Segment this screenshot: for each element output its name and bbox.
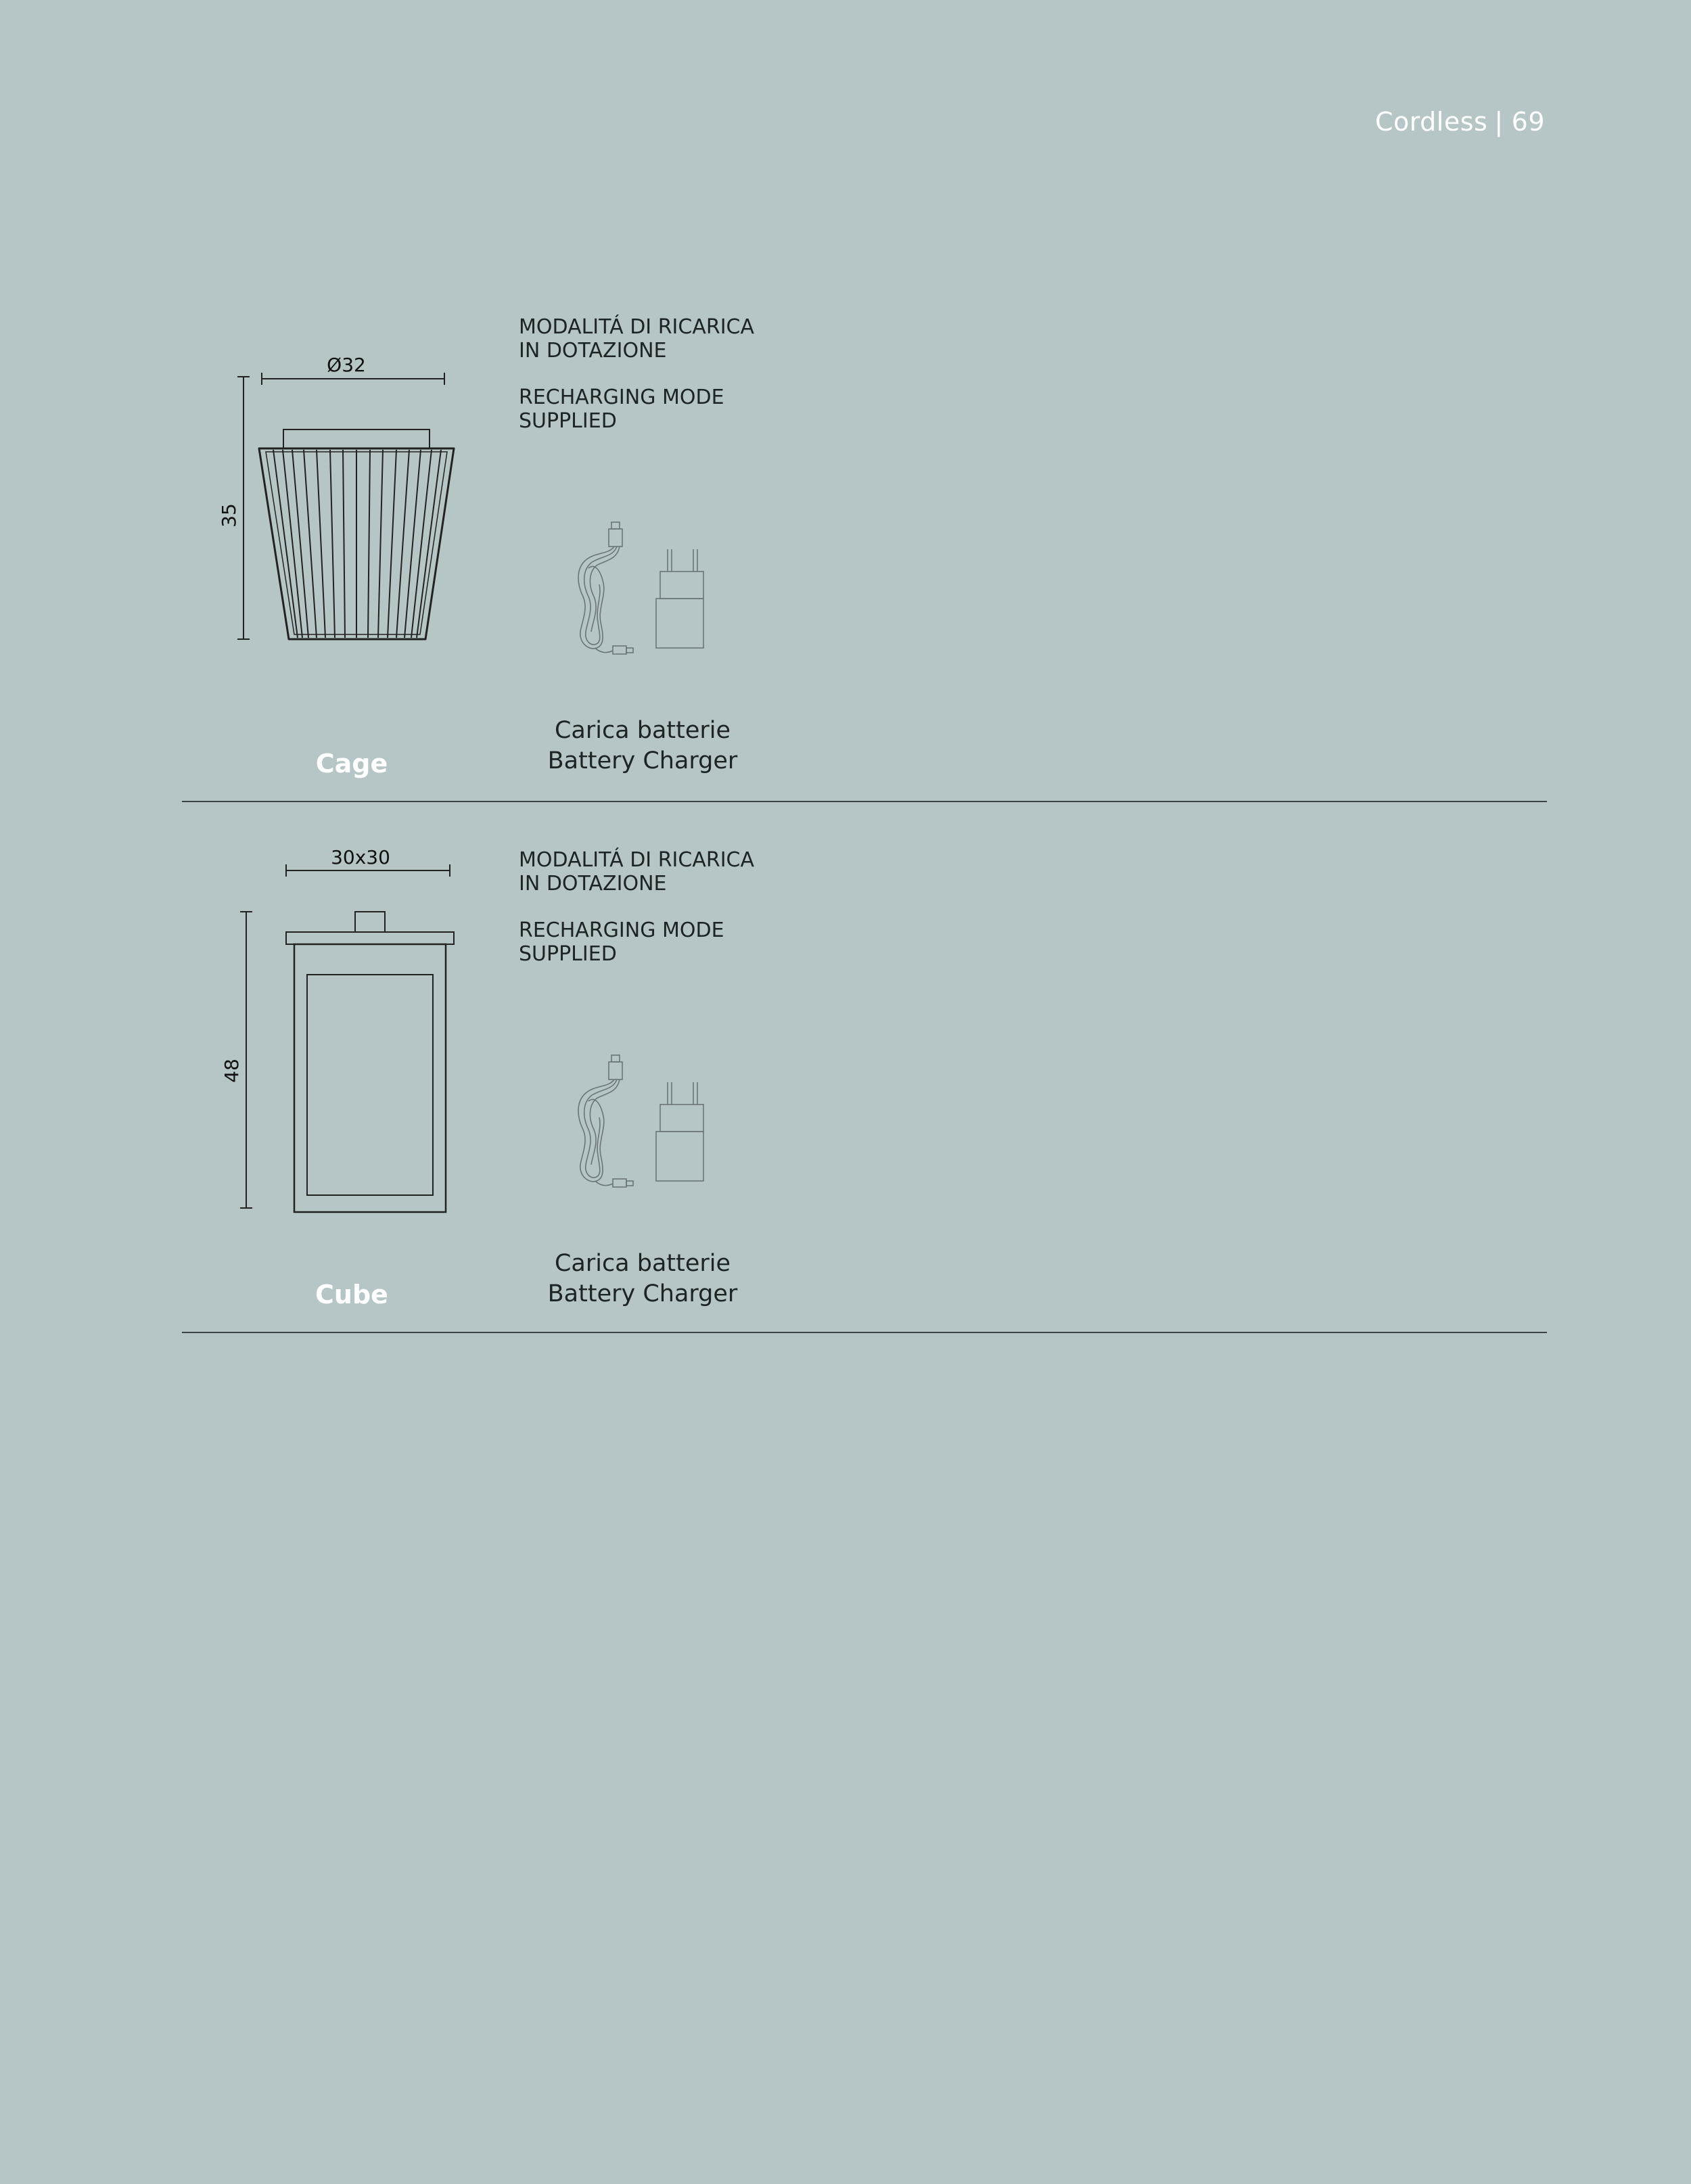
section-divider xyxy=(182,1332,1547,1333)
cube-handle xyxy=(355,912,385,932)
cage-product-name: Cage xyxy=(315,749,388,779)
mode-it-line2: IN DOTAZIONE xyxy=(519,872,667,896)
mode-en-line1: RECHARGING MODE xyxy=(519,386,724,409)
section-title: Cordless xyxy=(1374,107,1488,137)
header-separator: | xyxy=(1494,107,1504,137)
mode-en-line2: SUPPLIED xyxy=(519,409,617,433)
cube-lid xyxy=(286,932,454,944)
cage-charger-caption xyxy=(528,716,758,776)
cube-recharging-mode xyxy=(519,848,754,966)
cage-charger-icon xyxy=(568,521,724,663)
caption-it: Carica batterie xyxy=(554,1250,731,1277)
mode-it-line2: IN DOTAZIONE xyxy=(519,339,667,363)
cage-recharging-mode xyxy=(519,315,754,433)
cube-charger-caption xyxy=(528,1249,758,1309)
mode-en-line1: RECHARGING MODE xyxy=(519,919,724,942)
page-header xyxy=(1375,107,1545,137)
cube-height-label: 48 xyxy=(221,1059,243,1083)
mode-en-line2: SUPPLIED xyxy=(519,942,617,966)
page-number: 69 xyxy=(1511,107,1545,137)
cube-charger-icon xyxy=(568,1054,724,1196)
mode-it-line1: MODALITÁ DI RICARICA xyxy=(519,315,755,339)
cube-body xyxy=(294,944,446,1212)
cube-width-label: 30x30 xyxy=(331,846,390,868)
caption-it: Carica batterie xyxy=(554,717,731,744)
cube-drawing xyxy=(0,0,541,1285)
cube-product-name: Cube xyxy=(315,1280,388,1309)
cage-height-label: 35 xyxy=(218,503,240,528)
caption-en: Battery Charger xyxy=(547,1280,738,1307)
mode-it-line1: MODALITÁ DI RICARICA xyxy=(519,848,755,872)
cage-width-label: Ø32 xyxy=(327,354,366,376)
cube-panel xyxy=(307,975,433,1195)
caption-en: Battery Charger xyxy=(547,747,738,774)
